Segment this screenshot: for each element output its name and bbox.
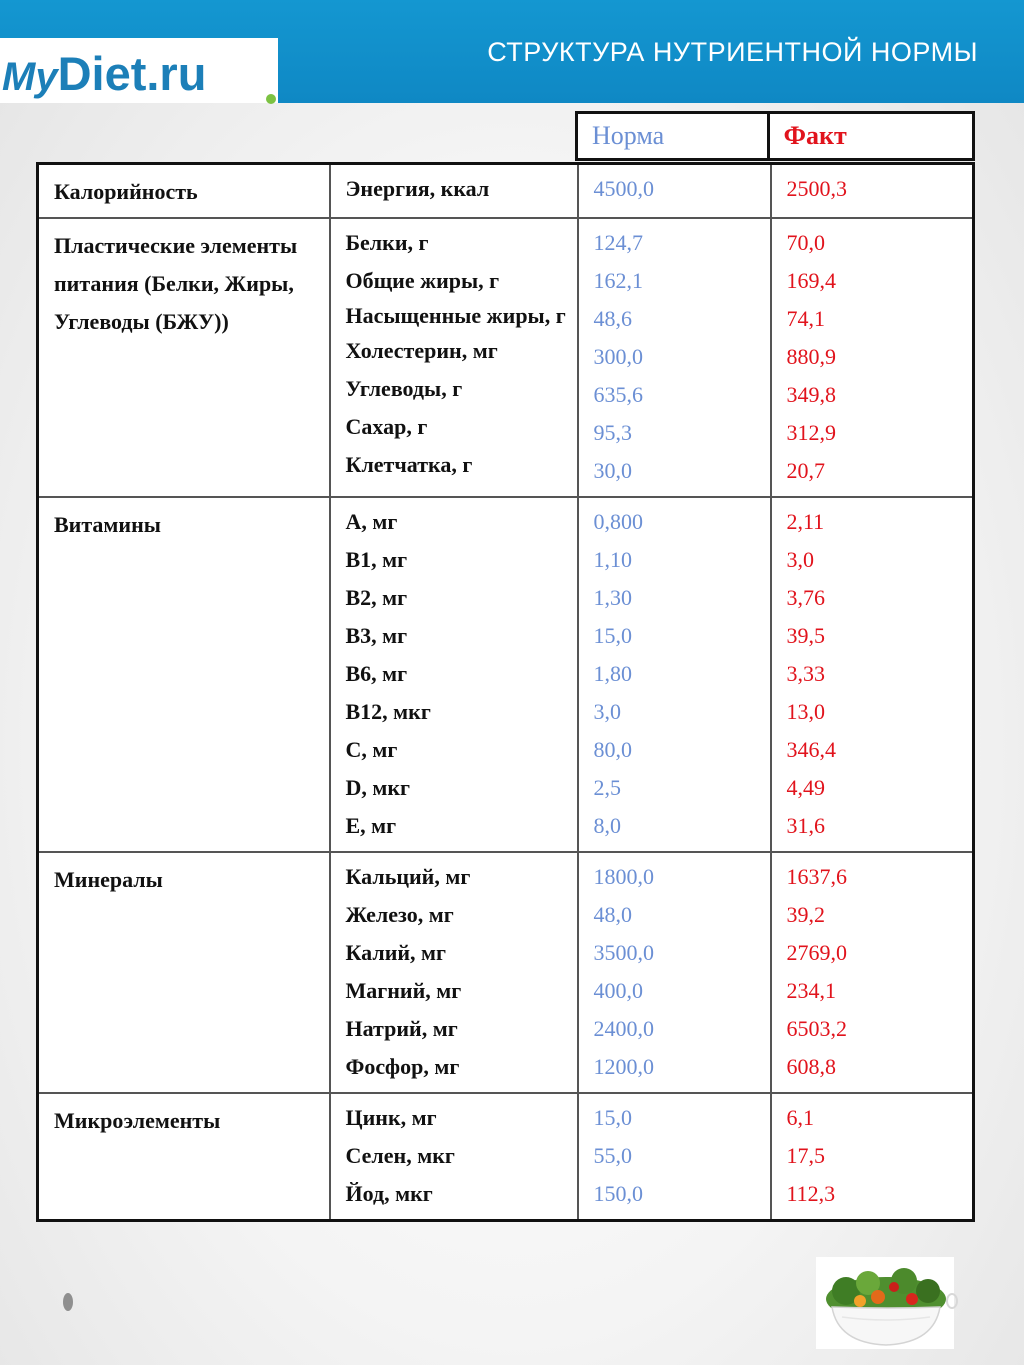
fact-value: 4,49 [786, 775, 825, 800]
fact-value: 39,2 [786, 902, 825, 927]
fact-cell [771, 497, 974, 852]
column-header-norm-label: Норма [592, 121, 665, 150]
nutrient-value: Магний, мг [345, 978, 462, 1003]
logo-my: My [2, 55, 58, 99]
nutrient-value: Белки, г [345, 230, 429, 255]
slide-bullet-icon [63, 1293, 73, 1311]
fact-value: 13,0 [786, 699, 825, 724]
norm-value: 124,7 [593, 230, 643, 255]
nutrient-cell [330, 218, 578, 497]
category-cell: Минералы [38, 852, 330, 1093]
nutrient-value: Фосфор, мг [345, 1054, 460, 1079]
norm-value: 1800,0 [593, 864, 654, 889]
fact-cell [771, 164, 974, 219]
nutrient-value: Натрий, мг [345, 1016, 458, 1041]
fact-value: 17,5 [786, 1143, 825, 1168]
fact-value: 234,1 [786, 978, 836, 1003]
fact-value: 1637,6 [786, 864, 847, 889]
nutrient-value: Общие жиры, г [345, 268, 500, 293]
norm-value: 2400,0 [593, 1016, 654, 1041]
norm-value: 15,0 [593, 1105, 632, 1130]
norm-value: 1,80 [593, 661, 632, 686]
page-title: СТРУКТУРА НУТРИЕНТНОЙ НОРМЫ [487, 37, 978, 67]
norm-value: 4500,0 [593, 176, 654, 201]
nutrient-value: Селен, мкг [345, 1143, 455, 1168]
norm-value: 400,0 [593, 978, 643, 1003]
site-logo[interactable] [2, 46, 206, 105]
salad-bowl-icon [816, 1257, 954, 1349]
fact-value: 3,76 [786, 585, 825, 610]
category-cell: Калорийность [38, 164, 330, 219]
table-row [38, 852, 974, 1093]
category-cell: Пластические элементы питания (Белки, Жиры, Углеводы (БЖУ)) [38, 218, 330, 497]
fact-value: 2500,3 [786, 176, 847, 201]
nutrient-value: Цинк, мг [345, 1105, 437, 1130]
fact-value: 608,8 [786, 1054, 836, 1079]
norm-value: 3500,0 [593, 940, 654, 965]
norm-cell [578, 852, 771, 1093]
nutrient-cell [330, 852, 578, 1093]
fact-value: 2,11 [786, 509, 825, 534]
nutrient-value: Е, мг [345, 813, 397, 838]
table-row [38, 164, 974, 219]
nutrient-table-body [38, 164, 974, 1221]
nutrient-value: Энергия, ккал [345, 176, 490, 201]
column-header-table [575, 111, 975, 161]
nutrient-value: Клетчатка, г [345, 452, 473, 477]
norm-value: 8,0 [593, 813, 621, 838]
nutrient-value: В3, мг [345, 623, 408, 648]
norm-cell [578, 497, 771, 852]
norm-value: 48,6 [593, 306, 632, 331]
fact-value: 312,9 [786, 420, 836, 445]
fact-value: 346,4 [786, 737, 836, 762]
fact-value: 880,9 [786, 344, 836, 369]
norm-value: 55,0 [593, 1143, 632, 1168]
norm-value: 1,10 [593, 547, 632, 572]
norm-value: 3,0 [593, 699, 621, 724]
fact-value: 6,1 [786, 1105, 814, 1130]
salad-bowl-image [816, 1257, 954, 1349]
nutrient-value: В6, мг [345, 661, 408, 686]
nutrient-cell [330, 1093, 578, 1221]
norm-value: 635,6 [593, 382, 643, 407]
slide-nav-circle-icon [946, 1293, 958, 1309]
nutrient-value: Железо, мг [345, 902, 454, 927]
nutrient-value: Холестерин, мг [345, 338, 498, 363]
norm-value: 80,0 [593, 737, 632, 762]
fact-value: 3,0 [786, 547, 814, 572]
fact-value: 6503,2 [786, 1016, 847, 1041]
fact-cell [771, 852, 974, 1093]
norm-value: 1200,0 [593, 1054, 654, 1079]
norm-cell [578, 218, 771, 497]
fact-value: 2769,0 [786, 940, 847, 965]
norm-value: 48,0 [593, 902, 632, 927]
nutrient-value: В1, мг [345, 547, 408, 572]
nutrient-value: В12, мкг [345, 699, 431, 724]
nutrient-value: Йод, мкг [345, 1181, 433, 1206]
nutrient-value: Калий, мг [345, 940, 447, 965]
fact-value: 3,33 [786, 661, 825, 686]
fact-value: 74,1 [786, 306, 825, 331]
fact-value: 70,0 [786, 230, 825, 255]
fact-value: 31,6 [786, 813, 825, 838]
norm-cell [578, 1093, 771, 1221]
nutrient-value: Сахар, г [345, 414, 428, 439]
norm-value: 162,1 [593, 268, 643, 293]
norm-value: 0,800 [593, 509, 643, 534]
fact-value: 39,5 [786, 623, 825, 648]
nutrient-value: А, мг [345, 509, 398, 534]
fact-cell [771, 218, 974, 497]
column-header-fact [768, 113, 973, 160]
norm-value: 30,0 [593, 458, 632, 483]
fact-value: 349,8 [786, 382, 836, 407]
nutrient-cell [330, 497, 578, 852]
column-header-norm [577, 113, 769, 160]
nutrient-value: D, мкг [345, 775, 411, 800]
nutrient-value: С, мг [345, 737, 398, 762]
table-row [38, 497, 974, 852]
logo-dot-icon [266, 94, 276, 104]
norm-value: 300,0 [593, 344, 643, 369]
logo-rest: Diet.ru [57, 47, 207, 100]
norm-value: 2,5 [593, 775, 621, 800]
table-row [38, 218, 974, 497]
norm-cell [578, 164, 771, 219]
fact-cell [771, 1093, 974, 1221]
nutrient-table [36, 162, 975, 1222]
nutrient-value: Углеводы, г [345, 376, 463, 401]
category-cell: Витамины [38, 497, 330, 852]
fact-value: 169,4 [786, 268, 836, 293]
norm-value: 1,30 [593, 585, 632, 610]
fact-value: 20,7 [786, 458, 825, 483]
norm-value: 15,0 [593, 623, 632, 648]
nutrient-cell [330, 164, 578, 219]
norm-value: 95,3 [593, 420, 632, 445]
column-header-fact-label: Факт [783, 121, 847, 150]
table-row [38, 1093, 974, 1221]
nutrient-value: Насыщенные жиры, г [345, 303, 566, 328]
category-cell: Микроэлементы [38, 1093, 330, 1221]
nutrient-value: Кальций, мг [345, 864, 471, 889]
nutrient-value: В2, мг [345, 585, 408, 610]
norm-value: 150,0 [593, 1181, 643, 1206]
fact-value: 112,3 [786, 1181, 836, 1206]
